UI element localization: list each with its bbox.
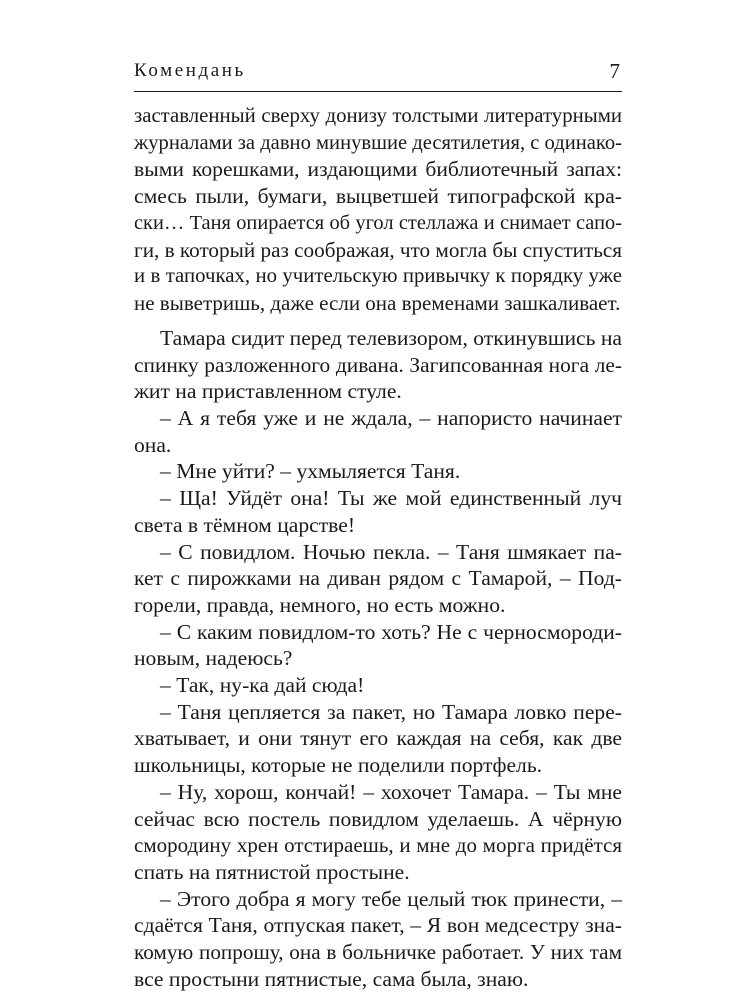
text-line: школьницы, которые не поделили портфель. <box>134 753 543 778</box>
text-line: и в тапочках, но учительскую привычку к порядку уже <box>134 264 622 288</box>
text-line: – Мне уйти? – ухмыляется Таня. <box>160 459 461 484</box>
text-line: комую попрошу, она в больничке работает. У них там <box>134 940 622 965</box>
page-number: 7 <box>609 59 620 83</box>
text-line: она. <box>134 432 172 457</box>
text-line: не выветришь, даже если она временами зашкаливает. <box>134 290 621 315</box>
text-line: Тамара сидит перед телевизором, откинувшись на <box>160 325 622 350</box>
text-line: все простыни пятнистые, сама была, знаю. <box>134 966 529 991</box>
text-line: горели, правда, немного, но есть можно. <box>134 592 506 617</box>
text-line: спать на пятнистой простыне. <box>134 859 410 884</box>
text-line: кет с пирожками на диван рядом с Тамарой, – Под- <box>134 566 622 591</box>
text-line: света в тёмном царстве! <box>134 512 356 537</box>
text-line: сейчас всю постель повидлом уделаешь. А чёрную <box>134 806 622 831</box>
text-line: хватывает, и они тянут его каждая на себя, как две <box>134 726 622 751</box>
header-rule <box>134 91 622 92</box>
body-text <box>134 103 622 993</box>
text-line: ги, в который раз соображая, что могла бы спуститься <box>134 237 623 262</box>
text-line: – С каким повидлом-то хоть? Не с черносмороди- <box>160 619 622 644</box>
text-line: – Этого добра я могу тебе целый тюк принести, – <box>160 886 622 911</box>
text-line: – С повидлом. Ночью пекла. – Таня шмякает па- <box>160 539 622 564</box>
text-line: – Ну, хорош, кончай! – хохочет Тамара. – Ты мне <box>160 779 622 804</box>
text-line: ски… Таня опирается об угол стеллажа и снимает сапо- <box>134 211 622 234</box>
text-line: – Так, ну-ка дай сюда! <box>160 673 365 698</box>
text-line: смесь пыли, бумаги, выцветшей типографской кра- <box>134 184 622 209</box>
text-line: заставленный сверху донизу толстыми литературными <box>134 104 622 127</box>
text-line: журналами за давно минувшие десятилетия, с одинако- <box>134 131 623 154</box>
text-line: смородину хрен отстираешь, и мне до морга придётся <box>134 833 622 858</box>
text-line: жит на приставленном стуле. <box>134 379 402 404</box>
text-line: выми корешками, издающими библиотечный запах: <box>134 157 622 182</box>
text-line: – А я тебя уже и не ждала, – напористо начинает <box>160 406 622 431</box>
text-line: – Таня цепляется за пакет, но Тамара ловко пере- <box>160 699 622 724</box>
running-head <box>134 60 622 84</box>
text-line: новым, надеюсь? <box>134 646 293 671</box>
text-line: спинку разложенного дивана. Загипсованная нога ле- <box>134 352 622 377</box>
text-line: сдаётся Таня, отпуская пакет, – Я вон медсестру зна- <box>134 913 622 938</box>
running-title: Комендань <box>134 60 246 81</box>
text-line: – Ща! Уйдёт она! Ты же мой единственный луч <box>160 486 622 511</box>
